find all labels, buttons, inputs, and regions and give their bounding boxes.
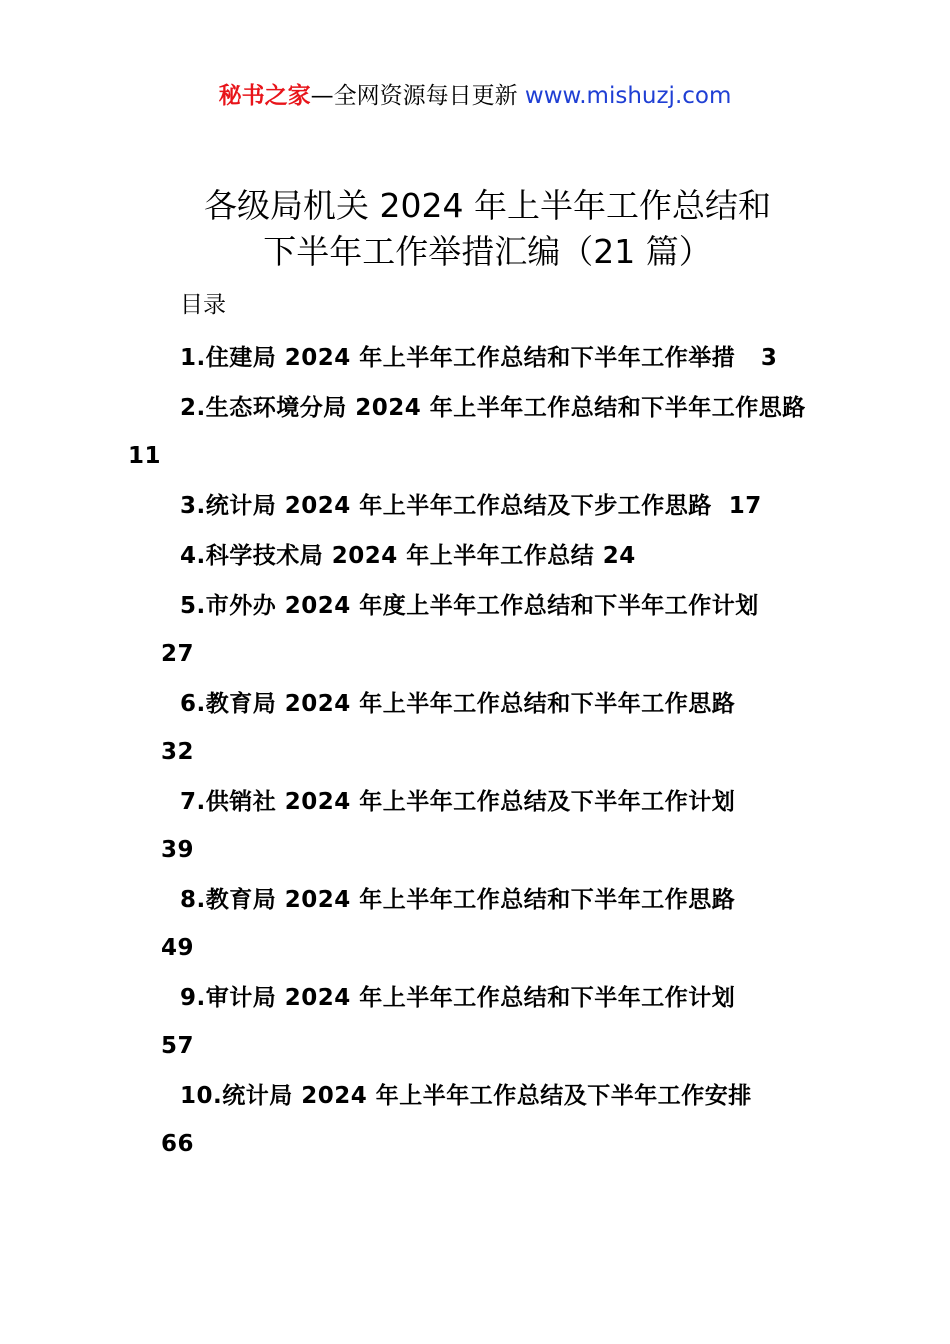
toc-item-page: 17	[728, 493, 762, 519]
toc-item-page: 39	[161, 837, 195, 863]
toc-item-page: 24	[602, 543, 636, 569]
toc-item[interactable]	[128, 680, 843, 776]
toc-item-page: 11	[128, 443, 162, 469]
toc-item-title: 9.审计局 2024 年上半年工作总结和下半年工作计划	[180, 985, 736, 1011]
toc-item-title: 4.科学技术局 2024 年上半年工作总结	[180, 543, 595, 569]
toc-item[interactable]	[128, 876, 843, 972]
toc-item-page: 27	[161, 641, 195, 667]
toc-item-title: 1.住建局 2024 年上半年工作总结和下半年工作举措	[180, 345, 736, 371]
toc-item-page: 3	[760, 345, 778, 371]
brand-name: 秘书之家	[218, 83, 311, 109]
site-header	[0, 80, 950, 112]
title-line-2: 下半年工作举措汇编（21 篇）	[263, 232, 712, 271]
toc-item[interactable]	[128, 1072, 843, 1168]
toc-item[interactable]	[128, 582, 843, 678]
toc-item-page: 57	[161, 1033, 195, 1059]
toc-item-title: 7.供销社 2024 年上半年工作总结及下半年工作计划	[180, 789, 736, 815]
title-line-1: 各级局机关 2024 年上半年工作总结和	[204, 186, 771, 225]
site-link[interactable]: www.mishuzj.com	[524, 83, 732, 109]
toc-item-title: 2.生态环境分局 2024 年上半年工作总结和下半年工作思路	[180, 395, 806, 421]
toc-heading: 目录	[180, 292, 226, 318]
toc-item[interactable]	[128, 778, 843, 874]
table-of-contents	[128, 334, 843, 1170]
header-tagline: —全网资源每日更新	[310, 83, 525, 109]
toc-item-title: 6.教育局 2024 年上半年工作总结和下半年工作思路	[180, 691, 736, 717]
toc-item-page: 66	[161, 1131, 195, 1157]
toc-item[interactable]	[128, 974, 843, 1070]
toc-item[interactable]	[128, 532, 843, 580]
toc-item-title: 5.市外办 2024 年度上半年工作总结和下半年工作计划	[180, 593, 759, 619]
toc-item-title: 10.统计局 2024 年上半年工作总结及下半年工作安排	[180, 1083, 752, 1109]
toc-item[interactable]	[128, 384, 843, 480]
toc-item-title: 8.教育局 2024 年上半年工作总结和下半年工作思路	[180, 887, 736, 913]
toc-item-page: 49	[161, 935, 195, 961]
document-title	[130, 183, 845, 275]
toc-item[interactable]	[128, 334, 843, 382]
toc-item-title: 3.统计局 2024 年上半年工作总结及下步工作思路	[180, 493, 712, 519]
toc-item-page: 32	[161, 739, 195, 765]
toc-item[interactable]	[128, 482, 843, 530]
